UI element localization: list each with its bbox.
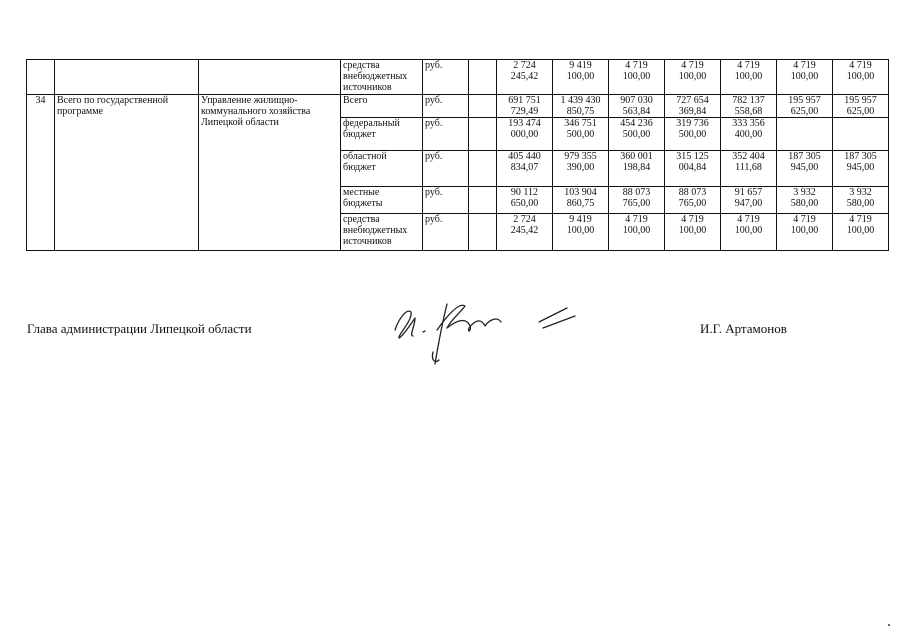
amount-integer: 346 751 <box>564 118 597 129</box>
amount-fraction: 650,00 <box>510 198 539 209</box>
amount-integer: 727 654 <box>676 95 709 106</box>
amount-fraction: 100,00 <box>566 225 595 236</box>
amount-cell <box>833 187 889 214</box>
amount-cell <box>665 95 721 118</box>
amount-cell <box>721 118 777 151</box>
handwritten-signature <box>385 290 585 370</box>
amount-cell <box>833 118 889 151</box>
amount-cell <box>553 214 609 251</box>
amount-cell <box>665 60 721 95</box>
amount-integer: 4 719 <box>737 60 760 71</box>
program-name-cell: Всего по государственной программе <box>55 95 199 251</box>
amount-cell <box>553 60 609 95</box>
amount-cell <box>777 151 833 187</box>
funding-source-cell: средства внебюджетных источников <box>341 60 423 95</box>
table-row <box>27 60 889 95</box>
amount-cell <box>777 118 833 151</box>
amount-integer: 4 719 <box>625 214 648 225</box>
amount-fraction: 765,00 <box>678 198 707 209</box>
amount-cell <box>609 187 665 214</box>
amount-cell <box>833 214 889 251</box>
amount-integer: 2 724 <box>513 214 536 225</box>
empty-cell <box>469 187 497 214</box>
amount-integer: 4 719 <box>681 214 704 225</box>
amount-fraction: 390,00 <box>566 162 595 173</box>
amount-fraction: 625,00 <box>846 106 875 117</box>
amount-fraction: 100,00 <box>734 71 763 82</box>
unit-cell: руб. <box>423 118 469 151</box>
amount-integer: 187 305 <box>844 151 877 162</box>
amount-cell <box>721 187 777 214</box>
amount-cell <box>497 151 553 187</box>
scan-speck <box>888 624 890 626</box>
amount-integer: 360 001 <box>620 151 653 162</box>
amount-integer: 4 719 <box>737 214 760 225</box>
amount-cell <box>833 95 889 118</box>
unit-cell: руб. <box>423 151 469 187</box>
amount-fraction: 563,84 <box>622 106 651 117</box>
funding-source-cell: Всего <box>341 95 423 118</box>
amount-cell <box>833 151 889 187</box>
program-name-cell <box>55 60 199 95</box>
amount-fraction: 100,00 <box>622 71 651 82</box>
amount-integer: 352 404 <box>732 151 765 162</box>
unit-cell: руб. <box>423 95 469 118</box>
amount-cell <box>665 214 721 251</box>
amount-cell <box>609 60 665 95</box>
amount-cell <box>553 151 609 187</box>
amount-cell <box>609 95 665 118</box>
amount-fraction: 850,75 <box>566 106 595 117</box>
amount-cell <box>777 60 833 95</box>
amount-fraction: 500,00 <box>566 129 595 140</box>
empty-cell <box>469 151 497 187</box>
amount-cell <box>665 151 721 187</box>
amount-integer: 9 419 <box>569 60 592 71</box>
amount-integer: 88 073 <box>678 187 707 198</box>
amount-integer: 319 736 <box>676 118 709 129</box>
amount-fraction: 198,84 <box>622 162 651 173</box>
funding-source-cell: местные бюджеты <box>341 187 423 214</box>
amount-cell <box>497 214 553 251</box>
amount-integer: 103 904 <box>564 187 597 198</box>
amount-fraction: 245,42 <box>510 71 539 82</box>
row-index-cell: 34 <box>27 95 55 251</box>
amount-fraction: 945,00 <box>790 162 819 173</box>
table-row <box>27 95 889 118</box>
amount-integer: 454 236 <box>620 118 653 129</box>
amount-fraction: 834,07 <box>510 162 539 173</box>
amount-fraction: 100,00 <box>790 71 819 82</box>
funding-source-cell: федеральный бюджет <box>341 118 423 151</box>
amount-integer: 3 932 <box>793 187 816 198</box>
amount-integer: 90 112 <box>510 187 539 198</box>
amount-integer: 782 137 <box>732 95 765 106</box>
amount-integer: 1 439 430 <box>560 95 601 106</box>
unit-cell: руб. <box>423 187 469 214</box>
amount-cell <box>665 187 721 214</box>
unit-cell: руб. <box>423 60 469 95</box>
amount-fraction: 100,00 <box>734 225 763 236</box>
amount-cell <box>721 60 777 95</box>
amount-cell <box>721 151 777 187</box>
signatory-name: И.Г. Артамонов <box>700 321 787 336</box>
amount-integer: 88 073 <box>622 187 651 198</box>
amount-fraction: 729,49 <box>510 106 539 117</box>
amount-fraction: 500,00 <box>622 129 651 140</box>
amount-cell <box>553 118 609 151</box>
amount-fraction: 111,68 <box>735 162 762 173</box>
amount-integer: 3 932 <box>849 187 872 198</box>
amount-cell <box>609 118 665 151</box>
amount-cell <box>777 214 833 251</box>
amount-cell <box>777 187 833 214</box>
amount-cell <box>721 214 777 251</box>
amount-fraction: 558,68 <box>734 106 763 117</box>
empty-cell <box>469 118 497 151</box>
executor-cell: Управление жилищно-коммунального хозяйства Липецкой области <box>199 95 341 251</box>
amount-fraction: 100,00 <box>622 225 651 236</box>
amount-cell <box>497 95 553 118</box>
amount-integer: 4 719 <box>849 214 872 225</box>
signatory-position: Глава администрации Липецкой области <box>27 321 252 336</box>
amount-cell <box>609 214 665 251</box>
amount-integer: 91 657 <box>734 187 763 198</box>
amount-integer: 405 440 <box>508 151 541 162</box>
amount-fraction: 100,00 <box>846 71 875 82</box>
amount-cell <box>665 118 721 151</box>
amount-integer: 691 751 <box>508 95 541 106</box>
empty-cell <box>469 214 497 251</box>
empty-cell <box>469 60 497 95</box>
amount-fraction: 400,00 <box>734 129 763 140</box>
amount-fraction: 100,00 <box>566 71 595 82</box>
amount-integer: 9 419 <box>569 214 592 225</box>
amount-integer: 315 125 <box>676 151 709 162</box>
amount-fraction: 500,00 <box>678 129 707 140</box>
executor-cell <box>199 60 341 95</box>
funding-source-cell: средства внебюджетных источников <box>341 214 423 251</box>
amount-integer: 333 356 <box>732 118 765 129</box>
amount-integer: 4 719 <box>625 60 648 71</box>
amount-cell <box>777 95 833 118</box>
amount-integer: 979 355 <box>564 151 597 162</box>
amount-cell <box>833 60 889 95</box>
amount-fraction: 000,00 <box>510 129 539 140</box>
amount-fraction: 100,00 <box>790 225 819 236</box>
row-index-cell <box>27 60 55 95</box>
amount-integer: 4 719 <box>793 214 816 225</box>
empty-cell <box>469 95 497 118</box>
amount-cell <box>497 60 553 95</box>
amount-cell <box>497 187 553 214</box>
amount-integer: 2 724 <box>513 60 536 71</box>
amount-fraction: 625,00 <box>790 106 819 117</box>
amount-cell <box>553 95 609 118</box>
amount-integer: 187 305 <box>788 151 821 162</box>
amount-fraction: 947,00 <box>734 198 763 209</box>
budget-table <box>26 59 889 251</box>
amount-integer: 195 957 <box>844 95 877 106</box>
amount-fraction: 860,75 <box>566 198 595 209</box>
amount-fraction: 100,00 <box>678 225 707 236</box>
amount-fraction: 100,00 <box>846 225 875 236</box>
amount-cell <box>609 151 665 187</box>
amount-integer: 907 030 <box>620 95 653 106</box>
amount-integer: 4 719 <box>681 60 704 71</box>
amount-fraction: 945,00 <box>846 162 875 173</box>
amount-integer: 4 719 <box>793 60 816 71</box>
amount-cell <box>553 187 609 214</box>
amount-fraction: 580,00 <box>846 198 875 209</box>
unit-cell: руб. <box>423 214 469 251</box>
amount-fraction: 580,00 <box>790 198 819 209</box>
amount-integer: 193 474 <box>508 118 541 129</box>
amount-fraction: 004,84 <box>678 162 707 173</box>
amount-fraction: 369,84 <box>678 106 707 117</box>
funding-source-cell: областной бюджет <box>341 151 423 187</box>
amount-integer: 4 719 <box>849 60 872 71</box>
amount-fraction: 100,00 <box>678 71 707 82</box>
amount-fraction: 765,00 <box>622 198 651 209</box>
amount-cell <box>721 95 777 118</box>
amount-cell <box>497 118 553 151</box>
amount-integer: 195 957 <box>788 95 821 106</box>
amount-fraction: 245,42 <box>510 225 539 236</box>
